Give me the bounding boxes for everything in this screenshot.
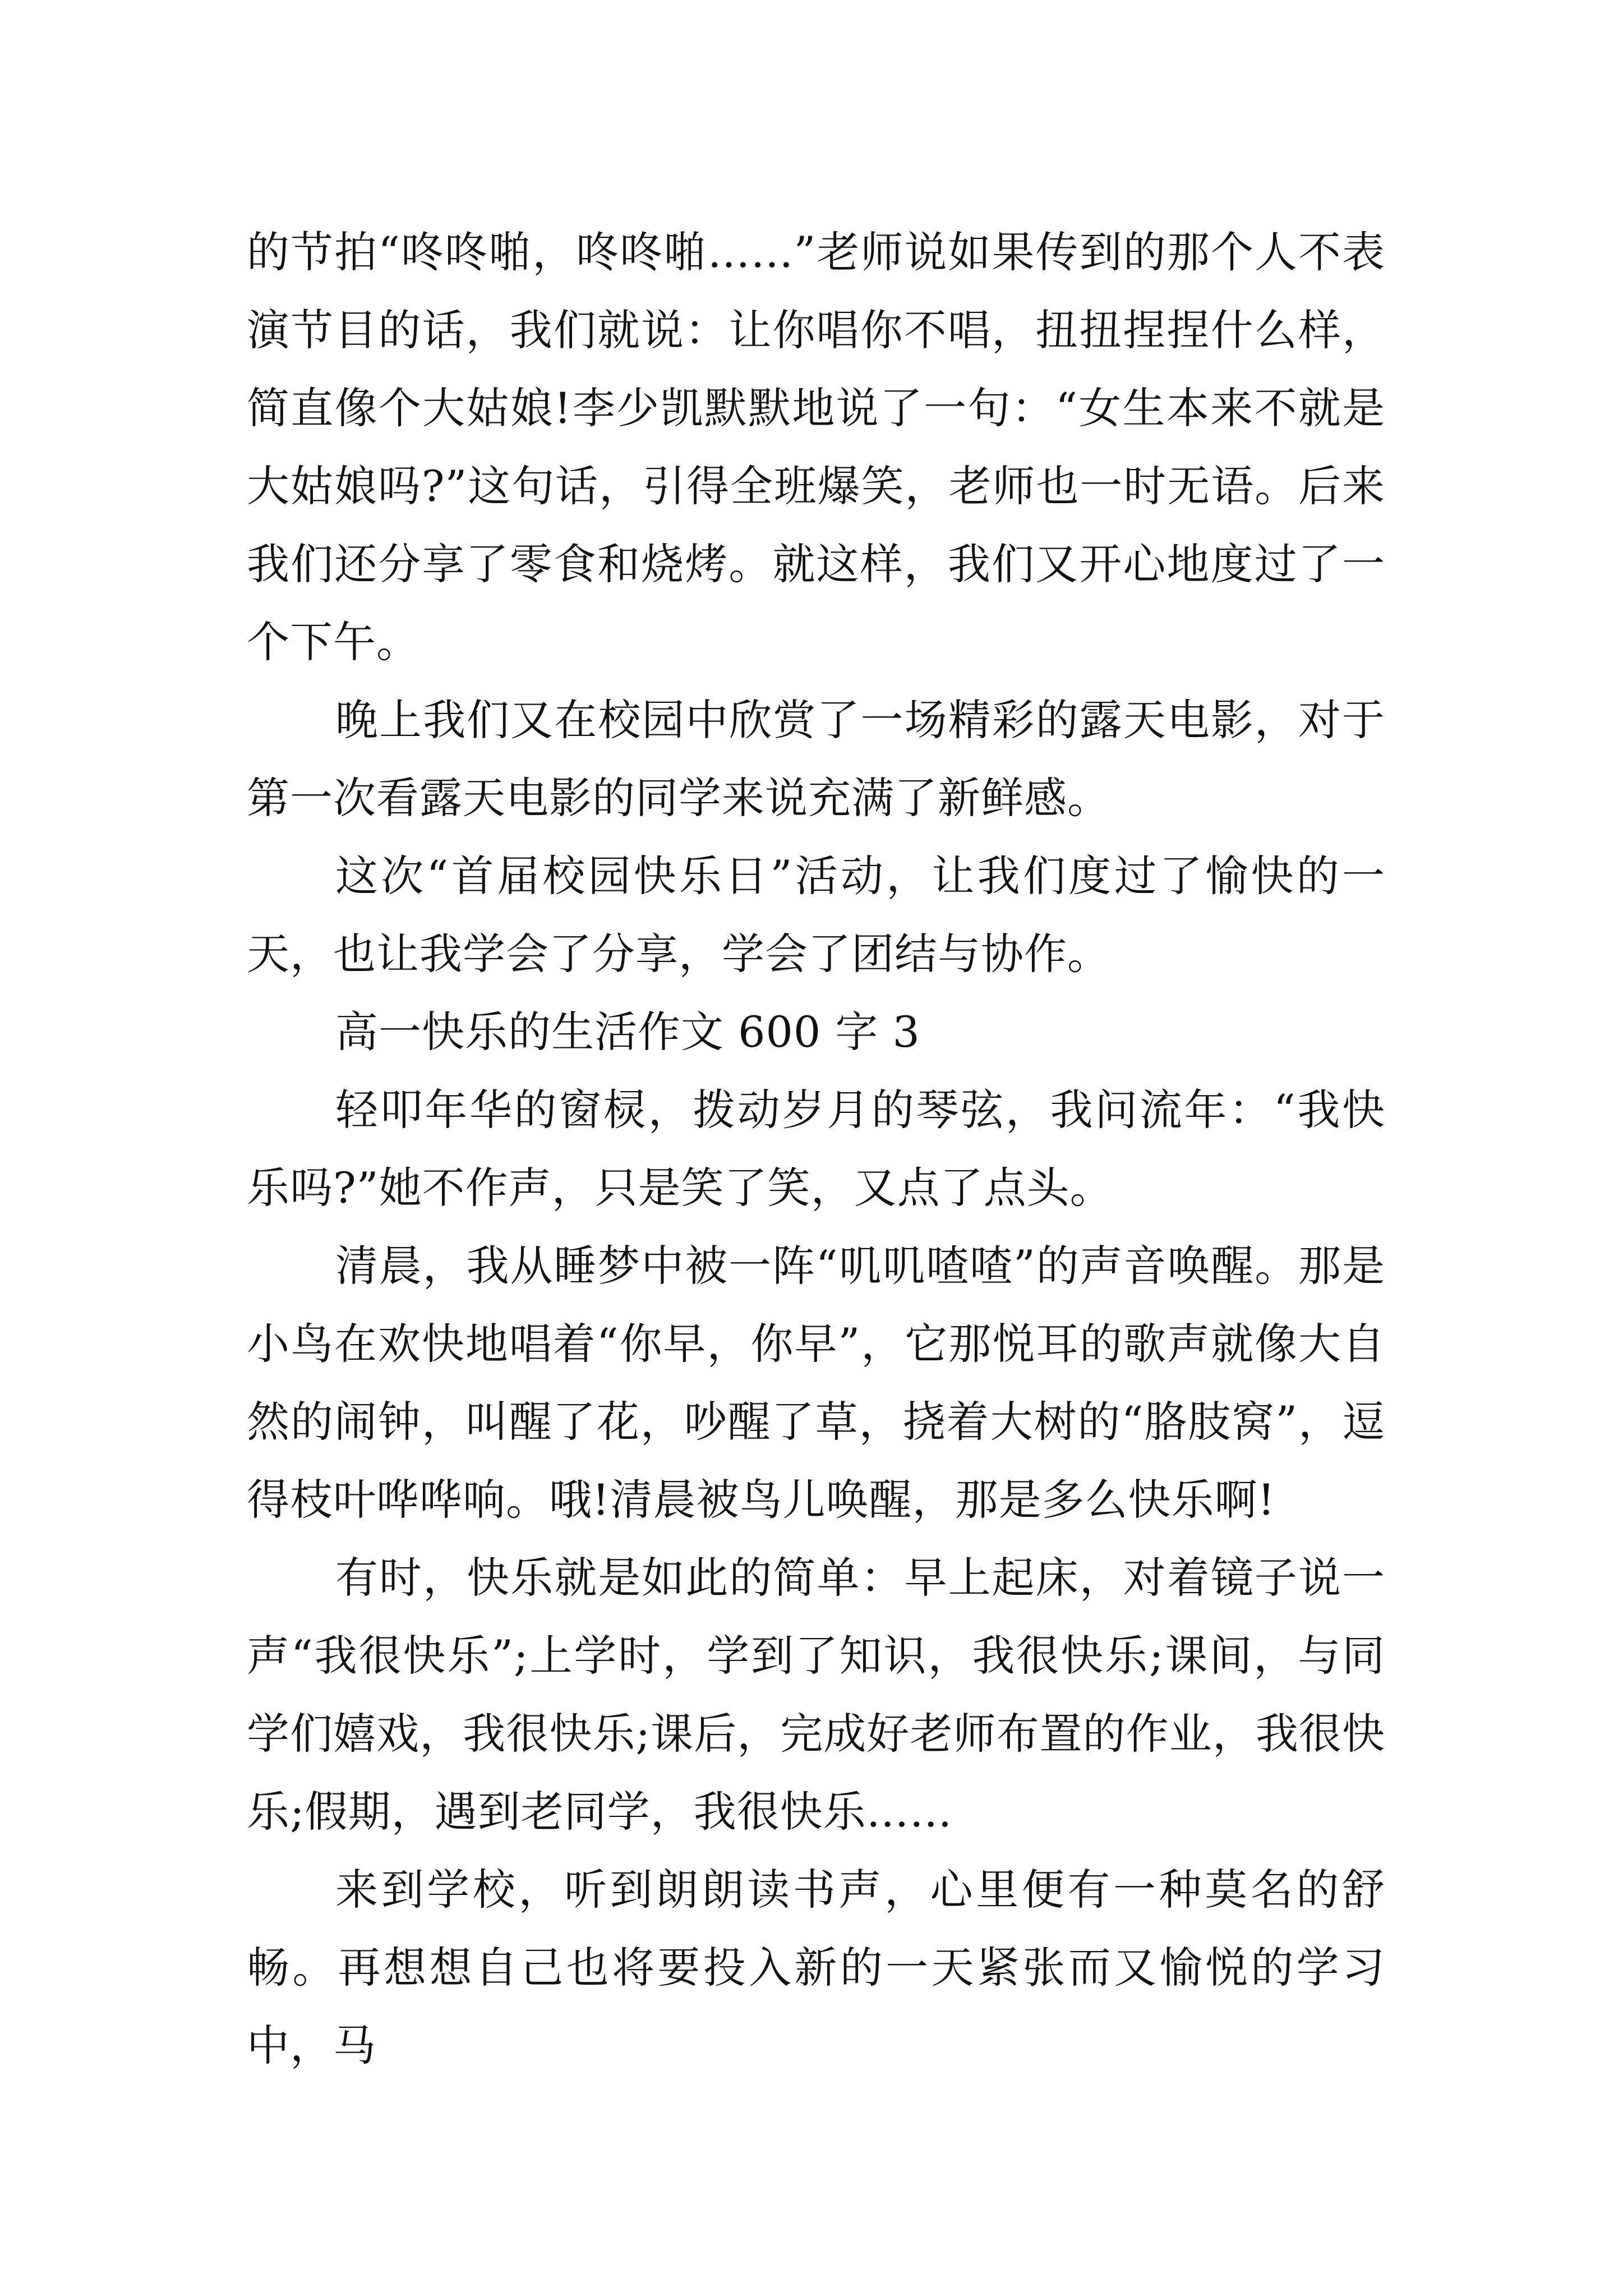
paragraph-3: 这次“首届校园快乐日”活动，让我们度过了愉快的一天，也让我学会了分享，学会了团结与协作。 bbox=[247, 851, 1385, 979]
paragraph-6: 有时，快乐就是如此的简单：早上起床，对着镜子说一声“我很快乐”;上学时，学到了知识，我很快乐;课间，与同学们嬉戏，我很快乐;课后，完成好老师布置的作业，我很快乐;假期，遇到老同学，我很快乐…… bbox=[247, 1553, 1385, 1837]
paragraph-1: 的节拍“咚咚啪，咚咚啪……”老师说如果传到的那个人不表演节目的话，我们就说：让你唱你不唱，扭扭捏捏什么样，简直像个大姑娘!李少凯默默地说了一句：“女生本来不就是大姑娘吗?”这句话，引得全班爆笑，老师也一时无语。后来我们还分享了零食和烧烤。就这样，我们又开心地度过了一个下午。 bbox=[247, 227, 1385, 667]
paragraph-2: 晚上我们又在校园中欣赏了一场精彩的露天电影，对于第一次看露天电影的同学来说充满了新鲜感。 bbox=[247, 695, 1385, 823]
section-heading: 高一快乐的生活作文 600 字 3 bbox=[335, 1007, 920, 1057]
paragraph-5: 清晨，我从睡梦中被一阵“叽叽喳喳”的声音唤醒。那是小鸟在欢快地唱着“你早，你早”，它那悦耳的歌声就像大自然的闹钟，叫醒了花，吵醒了草，挠着大树的“胳肢窝”，逗得枝叶哗哗响。哦!清晨被鸟儿唤醒，那是多么快乐啊! bbox=[247, 1241, 1385, 1525]
paragraph-7: 来到学校，听到朗朗读书声，心里便有一种莫名的舒畅。再想想自己也将要投入新的一天紧张而又愉悦的学习中，马 bbox=[247, 1865, 1385, 2070]
document-body bbox=[247, 213, 1385, 2085]
paragraph-4: 轻叩年华的窗棂，拨动岁月的琴弦，我问流年：“我快乐吗?”她不作声，只是笑了笑，又点了点头。 bbox=[247, 1085, 1385, 1213]
